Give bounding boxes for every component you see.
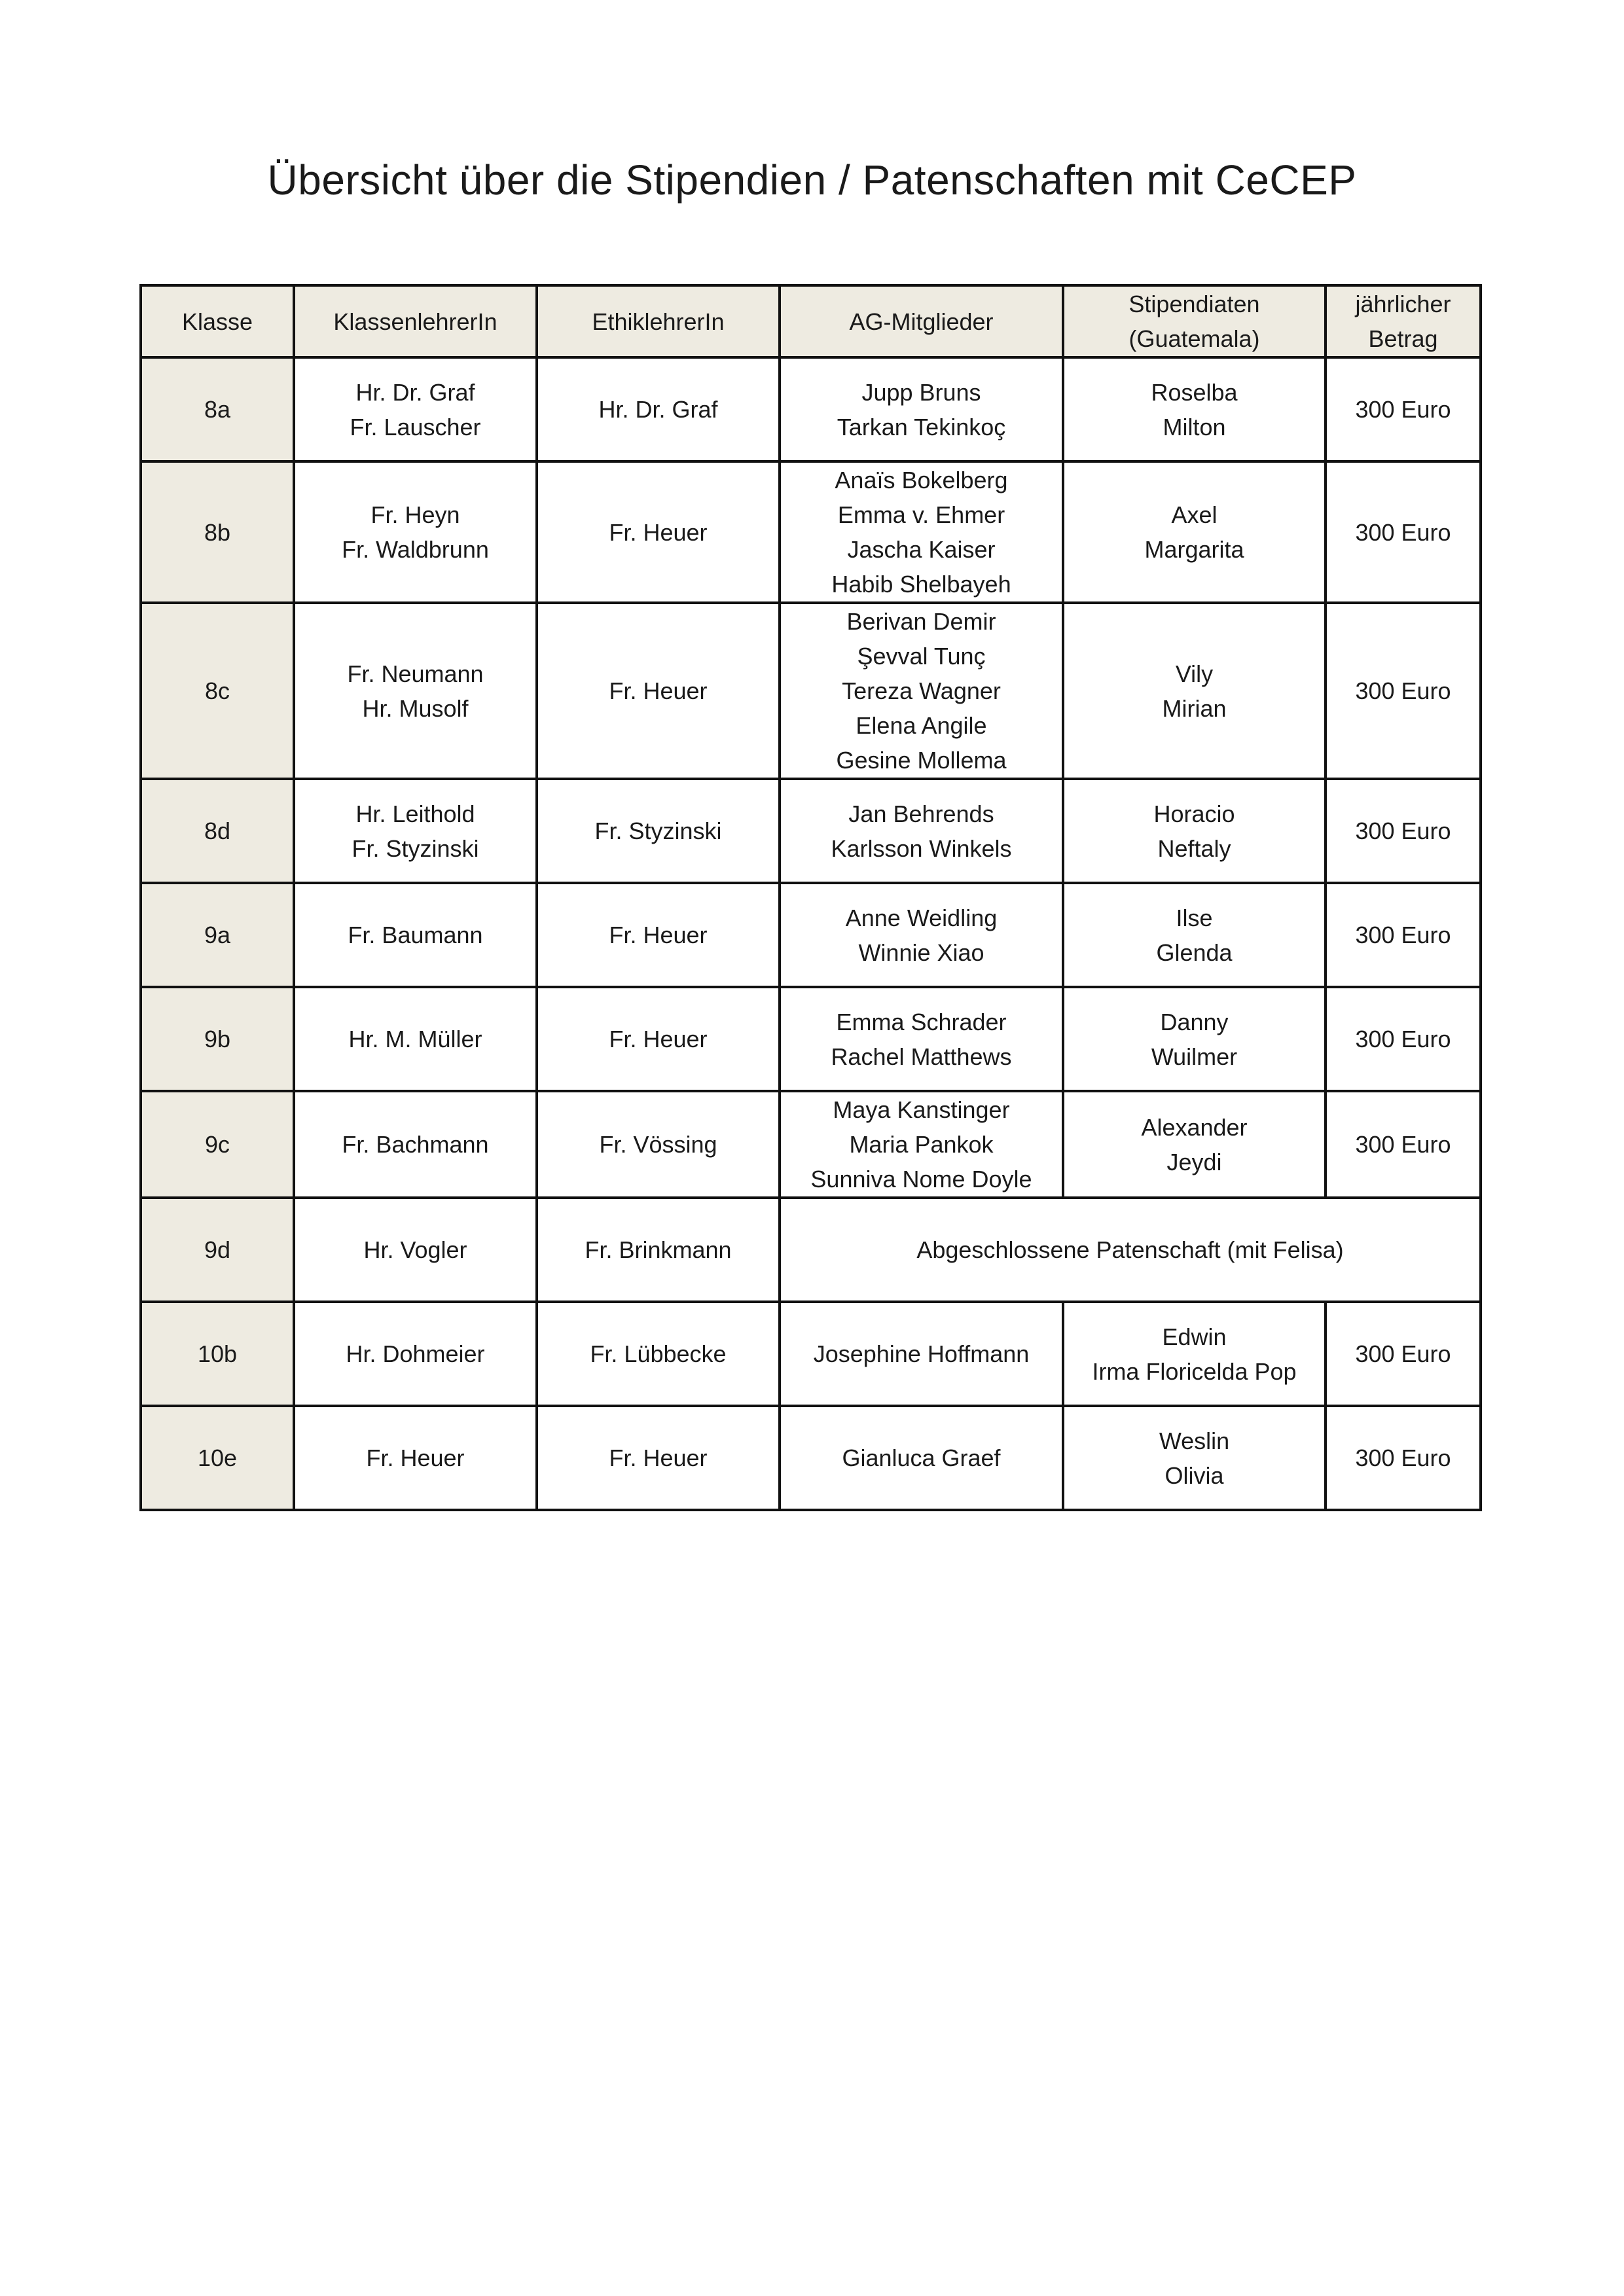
teacher-name: Fr. Bachmann <box>342 1131 489 1158</box>
teacher-name: Hr. Dr. Graf <box>355 378 475 406</box>
table-row <box>141 603 1481 779</box>
table-row <box>141 357 1481 461</box>
member-name: Habib Shelbayeh <box>831 571 1011 598</box>
page-title: Übersicht über die Stipendien / Patenschaften mit CeCEP <box>267 156 1357 204</box>
cell-klassenlehrer <box>294 883 537 987</box>
cell-klasse: 10e <box>141 1406 294 1510</box>
member-name: Emma v. Ehmer <box>837 501 1005 528</box>
header-stipendiaten-line-2: (Guatemala) <box>1128 325 1260 352</box>
scholar-name: Jeydi <box>1166 1148 1222 1175</box>
member-name: Jan Behrends <box>848 800 994 827</box>
teacher-name: Fr. Heuer <box>366 1444 465 1471</box>
header-betrag <box>1326 285 1481 357</box>
header-stipendiaten <box>1063 285 1326 357</box>
teacher-name: Hr. Musolf <box>362 694 469 722</box>
cell-ethiklehrer: Fr. Vössing <box>537 1091 780 1198</box>
member-name: Rachel Matthews <box>831 1043 1012 1070</box>
scholar-name: Horacio <box>1153 800 1235 827</box>
cell-klassenlehrer <box>294 603 537 779</box>
teacher-name: Fr. Baumann <box>348 922 483 948</box>
cell-stipendiaten <box>1063 987 1326 1091</box>
cell-klassenlehrer <box>294 987 537 1091</box>
scholar-name: Vily <box>1175 660 1214 687</box>
header-stipendiaten-line-1: Stipendiaten <box>1128 291 1260 317</box>
member-name: Emma Schrader <box>836 1008 1007 1035</box>
member-name: Berivan Demir <box>846 608 996 635</box>
cell-ethiklehrer: Fr. Heuer <box>537 987 780 1091</box>
cell-betrag: 300 Euro <box>1326 883 1481 987</box>
teacher-name: Fr. Lauscher <box>350 413 481 440</box>
member-name: Anne Weidling <box>845 904 998 931</box>
scholar-name: Weslin <box>1159 1427 1230 1454</box>
scholar-name: Mirian <box>1162 694 1227 722</box>
header-klasse: Klasse <box>141 285 294 357</box>
cell-klassenlehrer <box>294 1091 537 1198</box>
cell-klasse: 8b <box>141 461 294 603</box>
cell-klasse: 9d <box>141 1198 294 1302</box>
scholar-name: Roselba <box>1151 378 1238 406</box>
table-row <box>141 883 1481 987</box>
cell-ethiklehrer: Hr. Dr. Graf <box>537 357 780 461</box>
table-row <box>141 1198 1481 1302</box>
scholar-name: Alexander <box>1141 1113 1248 1141</box>
scholar-name: Margarita <box>1144 536 1244 563</box>
teacher-name: Fr. Heyn <box>370 501 460 528</box>
cell-ag-mitglieder <box>780 883 1063 987</box>
cell-stipendiaten <box>1063 603 1326 779</box>
cell-ag-mitglieder <box>780 1091 1063 1198</box>
scholar-name: Wuilmer <box>1151 1043 1238 1070</box>
cell-klasse: 8d <box>141 779 294 883</box>
cell-klassenlehrer <box>294 357 537 461</box>
member-name: Sunniva Nome Doyle <box>810 1166 1032 1193</box>
cell-klassenlehrer <box>294 1302 537 1406</box>
header-betrag-line-2: Betrag <box>1368 325 1438 352</box>
table-row <box>141 987 1481 1091</box>
cell-betrag: 300 Euro <box>1326 1091 1481 1198</box>
member-name: Winnie Xiao <box>858 939 984 966</box>
member-name: Josephine Hoffmann <box>813 1340 1030 1367</box>
table-row <box>141 461 1481 603</box>
table-header-row <box>141 285 1481 357</box>
member-name: Jupp Bruns <box>861 378 981 406</box>
member-name: Karlsson Winkels <box>831 834 1012 862</box>
cell-betrag: 300 Euro <box>1326 1406 1481 1510</box>
cell-betrag: 300 Euro <box>1326 1302 1481 1406</box>
cell-ethiklehrer: Fr. Brinkmann <box>537 1198 780 1302</box>
scholar-name: Neftaly <box>1157 834 1231 862</box>
cell-klasse: 9b <box>141 987 294 1091</box>
member-name: Anaïs Bokelberg <box>835 467 1008 493</box>
cell-stipendiaten <box>1063 883 1326 987</box>
cell-ag-mitglieder <box>780 987 1063 1091</box>
cell-ethiklehrer: Fr. Heuer <box>537 461 780 603</box>
teacher-name: Hr. Dohmeier <box>346 1340 485 1367</box>
scholar-name: Olivia <box>1164 1462 1224 1489</box>
scholar-name: Ilse <box>1176 904 1213 931</box>
cell-ethiklehrer: Fr. Heuer <box>537 883 780 987</box>
header-betrag-line-1: jährlicher <box>1355 291 1451 317</box>
cell-stipendiaten <box>1063 1091 1326 1198</box>
cell-betrag: 300 Euro <box>1326 603 1481 779</box>
header-ag-mitglieder: AG-Mitglieder <box>780 285 1063 357</box>
cell-ag-mitglieder <box>780 357 1063 461</box>
cell-ag-mitglieder <box>780 461 1063 603</box>
cell-stipendiaten <box>1063 461 1326 603</box>
scholar-name: Axel <box>1171 501 1218 528</box>
scholarship-table <box>139 284 1482 1511</box>
member-name: Jascha Kaiser <box>847 536 996 563</box>
member-name: Maria Pankok <box>849 1131 994 1158</box>
cell-ethiklehrer: Fr. Lübbecke <box>537 1302 780 1406</box>
header-klassenlehrer: KlassenlehrerIn <box>294 285 537 357</box>
cell-ethiklehrer: Fr. Heuer <box>537 1406 780 1510</box>
cell-klassenlehrer <box>294 779 537 883</box>
cell-betrag: 300 Euro <box>1326 987 1481 1091</box>
table-row <box>141 779 1481 883</box>
cell-ag-mitglieder <box>780 1302 1063 1406</box>
teacher-name: Fr. Styzinski <box>352 834 479 862</box>
cell-ag-mitglieder <box>780 779 1063 883</box>
scholar-name: Glenda <box>1156 939 1233 966</box>
scholar-name: Edwin <box>1162 1323 1227 1350</box>
teacher-name: Hr. M. Müller <box>348 1026 482 1052</box>
cell-ag-mitglieder <box>780 603 1063 779</box>
teacher-name: Hr. Vogler <box>363 1236 467 1263</box>
cell-klasse: 8c <box>141 603 294 779</box>
cell-merged-note: Abgeschlossene Patenschaft (mit Felisa) <box>780 1198 1481 1302</box>
cell-klasse: 8a <box>141 357 294 461</box>
member-name: Maya Kanstinger <box>833 1096 1010 1123</box>
cell-klassenlehrer <box>294 461 537 603</box>
member-name: Gesine Mollema <box>836 747 1007 774</box>
cell-ag-mitglieder <box>780 1406 1063 1510</box>
cell-betrag: 300 Euro <box>1326 357 1481 461</box>
cell-betrag: 300 Euro <box>1326 779 1481 883</box>
table-row <box>141 1406 1481 1510</box>
teacher-name: Fr. Neumann <box>347 660 484 687</box>
table-row <box>141 1091 1481 1198</box>
cell-stipendiaten <box>1063 1302 1326 1406</box>
cell-stipendiaten <box>1063 357 1326 461</box>
member-name: Şevval Tunç <box>857 643 986 670</box>
header-ethiklehrer: EthiklehrerIn <box>537 285 780 357</box>
cell-stipendiaten <box>1063 779 1326 883</box>
scholar-name: Irma Floricelda Pop <box>1092 1357 1297 1385</box>
cell-klassenlehrer <box>294 1198 537 1302</box>
cell-ethiklehrer: Fr. Heuer <box>537 603 780 779</box>
member-name: Elena Angile <box>856 712 987 739</box>
cell-klasse: 9a <box>141 883 294 987</box>
cell-ethiklehrer: Fr. Styzinski <box>537 779 780 883</box>
member-name: Tarkan Tekinkoç <box>837 413 1006 440</box>
member-name: Tereza Wagner <box>842 677 1001 704</box>
cell-klassenlehrer <box>294 1406 537 1510</box>
cell-stipendiaten <box>1063 1406 1326 1510</box>
teacher-name: Fr. Waldbrunn <box>342 536 489 563</box>
teacher-name: Hr. Leithold <box>355 800 475 827</box>
cell-klasse: 9c <box>141 1091 294 1198</box>
table-row <box>141 1302 1481 1406</box>
scholar-name: Danny <box>1160 1008 1229 1035</box>
cell-klasse: 10b <box>141 1302 294 1406</box>
table-body <box>141 357 1481 1510</box>
cell-betrag: 300 Euro <box>1326 461 1481 603</box>
member-name: Gianluca Graef <box>842 1444 1001 1471</box>
scholar-name: Milton <box>1163 413 1226 440</box>
